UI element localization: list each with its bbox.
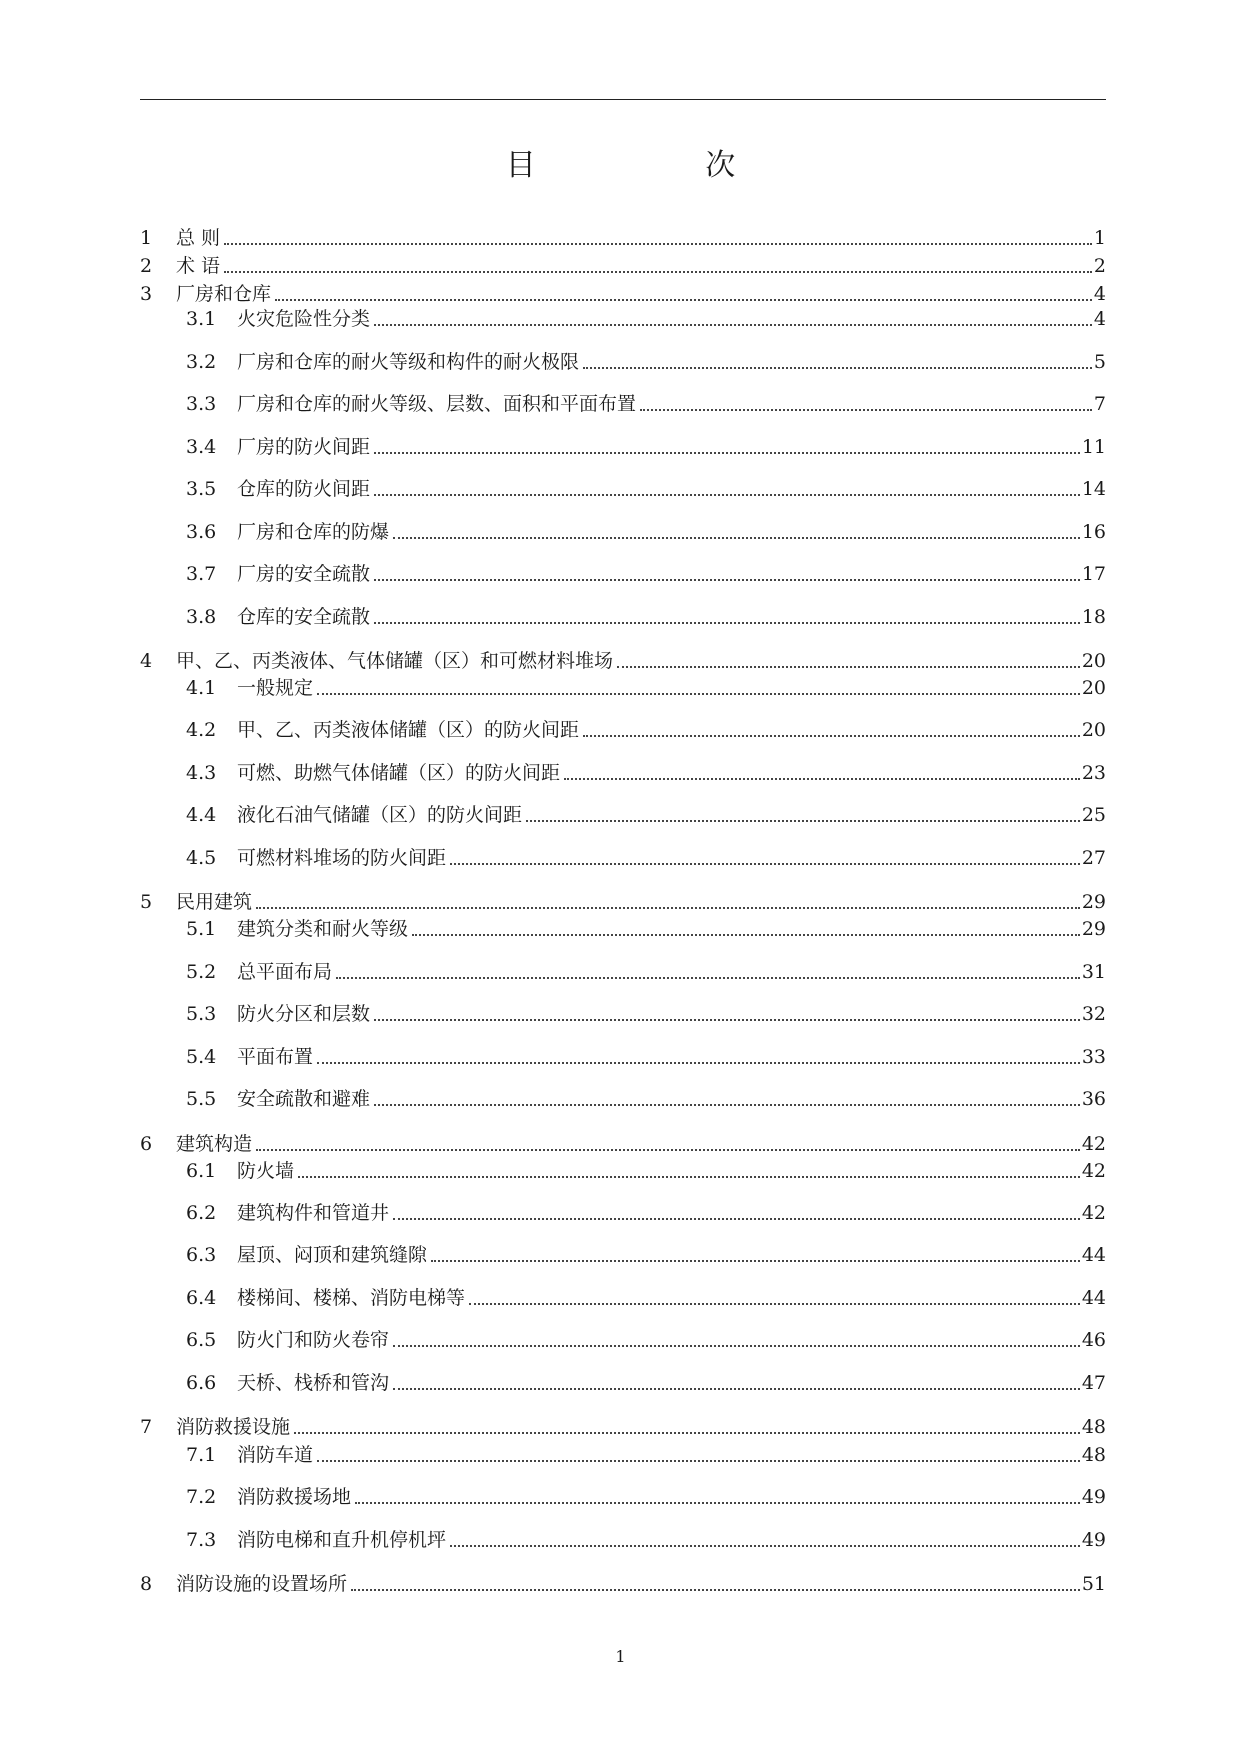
toc-entry-number: 7.2	[186, 1486, 217, 1508]
toc-entry[interactable]	[140, 915, 1106, 943]
toc-entry-title: 火灾危险性分类	[237, 308, 371, 330]
toc-entry-page: 42	[1081, 1133, 1106, 1155]
toc-entry-page: 20	[1081, 677, 1106, 699]
dot-leader	[526, 820, 1080, 822]
toc-entry-page: 27	[1081, 847, 1106, 869]
dot-leader	[355, 1502, 1080, 1504]
toc-entry[interactable]	[140, 1441, 1106, 1469]
toc-entry-number: 6.4	[186, 1287, 217, 1309]
toc-entry-title: 总 则	[176, 227, 221, 249]
toc-entry[interactable]	[140, 844, 1106, 872]
toc-entry-page: 44	[1081, 1244, 1106, 1266]
dot-leader	[224, 271, 1092, 273]
dot-leader	[256, 1149, 1080, 1151]
toc-entry-title: 仓库的防火间距	[237, 478, 371, 500]
dot-leader	[351, 1589, 1080, 1591]
toc-entry-number: 5.1	[186, 918, 217, 940]
toc-entry-page: 11	[1081, 436, 1106, 458]
toc-entry-page: 47	[1081, 1372, 1106, 1394]
toc-entry-page: 25	[1081, 804, 1106, 826]
dot-leader	[224, 243, 1092, 245]
toc-entry-number: 5.3	[186, 1003, 217, 1025]
toc-entry[interactable]	[140, 224, 1106, 252]
toc-entry-title: 防火门和防火卷帘	[237, 1329, 390, 1351]
toc-entry-title: 一般规定	[237, 677, 314, 699]
toc-entry[interactable]	[140, 1570, 1106, 1598]
toc-entry[interactable]	[140, 252, 1106, 280]
dot-leader	[374, 324, 1092, 326]
toc-entry[interactable]	[140, 759, 1106, 787]
toc-entry-page: 48	[1081, 1416, 1106, 1438]
toc-entry-page: 20	[1081, 650, 1106, 672]
toc-entry-number: 3.8	[186, 606, 217, 628]
toc-entry-number: 3	[140, 283, 153, 305]
toc-entry-title: 仓库的安全疏散	[237, 606, 371, 628]
toc-entry-number: 3.2	[186, 351, 217, 373]
toc-entry[interactable]	[140, 1413, 1106, 1441]
toc-entry-number: 6.6	[186, 1372, 217, 1394]
toc-entry-page: 32	[1081, 1003, 1106, 1025]
toc-entry-number: 4.3	[186, 762, 217, 784]
toc-entry[interactable]	[140, 1526, 1106, 1554]
dot-leader	[374, 452, 1080, 454]
toc-entry-title: 总平面布局	[237, 961, 333, 983]
toc-entry[interactable]	[140, 1130, 1106, 1158]
toc-entry-title: 防火墙	[237, 1160, 295, 1182]
dot-leader	[317, 1460, 1080, 1462]
toc-entry-number: 1	[140, 227, 153, 249]
toc-entry-title: 消防车道	[237, 1444, 314, 1466]
toc-entry-number: 4.1	[186, 677, 217, 699]
dot-leader	[294, 1432, 1080, 1434]
dot-leader	[374, 622, 1080, 624]
dot-leader	[393, 1218, 1080, 1220]
toc-entry-number: 5.2	[186, 961, 217, 983]
dot-leader	[583, 367, 1092, 369]
toc-entry-title: 天桥、栈桥和管沟	[237, 1372, 390, 1394]
toc-entry-number: 2	[140, 255, 153, 277]
toc-entry-number: 3.7	[186, 563, 217, 585]
toc-entry[interactable]	[140, 888, 1106, 916]
toc-entry[interactable]	[140, 390, 1106, 418]
toc-entry-title: 建筑构件和管道井	[237, 1202, 390, 1224]
dot-leader	[374, 1104, 1080, 1106]
toc-entry-page: 16	[1081, 521, 1106, 543]
dot-leader	[412, 934, 1080, 936]
toc-entry-page: 51	[1081, 1573, 1106, 1595]
toc-entry[interactable]	[140, 1369, 1106, 1397]
toc-entry-number: 5.4	[186, 1046, 217, 1068]
toc-entry[interactable]	[140, 560, 1106, 588]
toc-entry[interactable]	[140, 801, 1106, 829]
toc-entry-title: 厂房和仓库	[176, 283, 272, 305]
toc-entry[interactable]	[140, 1043, 1106, 1071]
toc-entry[interactable]	[140, 1284, 1106, 1312]
toc-entry-page: 49	[1081, 1486, 1106, 1508]
toc-entry-page: 4	[1093, 283, 1106, 305]
dot-leader	[393, 537, 1080, 539]
toc-entry-title: 消防救援设施	[176, 1416, 291, 1438]
toc-entry-title: 消防电梯和直升机停机坪	[237, 1529, 447, 1551]
toc-entry-page: 14	[1081, 478, 1106, 500]
toc-entry-number: 7.1	[186, 1444, 217, 1466]
toc-entry-number: 5	[140, 891, 153, 913]
toc-entry-title: 屋顶、闷顶和建筑缝隙	[237, 1244, 428, 1266]
toc-entry-title: 可燃、助燃气体储罐（区）的防火间距	[237, 762, 561, 784]
toc-entry-number: 6	[140, 1133, 153, 1155]
toc-entry-title: 民用建筑	[176, 891, 253, 913]
toc-entry[interactable]	[140, 305, 1106, 333]
toc-entry-number: 3.5	[186, 478, 217, 500]
toc-entry-page: 5	[1093, 351, 1106, 373]
toc-entry-page: 1	[1093, 227, 1106, 249]
dot-leader	[393, 1388, 1080, 1390]
dot-leader	[374, 1019, 1080, 1021]
toc-entry-title: 可燃材料堆场的防火间距	[237, 847, 447, 869]
dot-leader	[469, 1303, 1080, 1305]
toc-entry-title: 安全疏散和避难	[237, 1088, 371, 1110]
toc-entry-page: 42	[1081, 1202, 1106, 1224]
toc-entry[interactable]	[140, 475, 1106, 503]
toc-entry-number: 6.1	[186, 1160, 217, 1182]
toc-entry-page: 23	[1081, 762, 1106, 784]
toc-entry-page: 49	[1081, 1529, 1106, 1551]
toc-entry[interactable]	[140, 1157, 1106, 1185]
toc-entry-page: 42	[1081, 1160, 1106, 1182]
toc-entry-title: 消防设施的设置场所	[176, 1573, 348, 1595]
dot-leader	[640, 409, 1092, 411]
toc-entry-title: 平面布置	[237, 1046, 314, 1068]
dot-leader	[583, 735, 1080, 737]
dot-leader	[298, 1176, 1080, 1178]
toc-entry-page: 29	[1081, 891, 1106, 913]
toc-entry-title: 消防救援场地	[237, 1486, 352, 1508]
toc-entry-number: 3.4	[186, 436, 217, 458]
toc-entry-title: 厂房和仓库的防爆	[237, 521, 390, 543]
toc-entry-number: 3.1	[186, 308, 217, 330]
toc-entry-page: 31	[1081, 961, 1106, 983]
page-number: 1	[615, 1647, 626, 1666]
toc-entry-title: 厂房和仓库的耐火等级、层数、面积和平面布置	[237, 393, 637, 415]
toc-entry[interactable]	[140, 433, 1106, 461]
toc-entry-page: 36	[1081, 1088, 1106, 1110]
dot-leader	[256, 907, 1080, 909]
toc-entry[interactable]	[140, 518, 1106, 546]
toc-entry[interactable]	[140, 647, 1106, 675]
toc-entry-title: 术 语	[176, 255, 221, 277]
dot-leader	[317, 1062, 1080, 1064]
dot-leader	[374, 494, 1080, 496]
toc-entry-number: 8	[140, 1573, 153, 1595]
toc-entry[interactable]	[140, 1483, 1106, 1511]
toc-entry-title: 建筑分类和耐火等级	[237, 918, 409, 940]
toc-entry-title: 甲、乙、丙类液体、气体储罐（区）和可燃材料堆场	[176, 650, 614, 672]
dot-leader	[450, 863, 1080, 865]
toc-entry-page: 29	[1081, 918, 1106, 940]
toc-entry[interactable]	[140, 1326, 1106, 1354]
toc-entry[interactable]	[140, 674, 1106, 702]
toc-entry-number: 3.6	[186, 521, 217, 543]
toc-entry-title: 厂房的安全疏散	[237, 563, 371, 585]
toc-entry-title: 甲、乙、丙类液体储罐（区）的防火间距	[237, 719, 580, 741]
dot-leader	[393, 1345, 1080, 1347]
toc-entry[interactable]	[140, 1199, 1106, 1227]
toc-entry-number: 7	[140, 1416, 153, 1438]
toc-entry-page: 48	[1081, 1444, 1106, 1466]
toc-entry-number: 4	[140, 650, 153, 672]
toc-entry-number: 6.2	[186, 1202, 217, 1224]
dot-leader	[275, 299, 1092, 301]
dot-leader	[450, 1545, 1080, 1547]
toc-entry[interactable]	[140, 603, 1106, 631]
toc-entry-page: 44	[1081, 1287, 1106, 1309]
toc-entry-title: 建筑构造	[176, 1133, 253, 1155]
toc-entry-number: 6.3	[186, 1244, 217, 1266]
toc-entry-page: 20	[1081, 719, 1106, 741]
toc-entry-page: 17	[1081, 563, 1106, 585]
dot-leader	[317, 693, 1080, 695]
toc-entry[interactable]	[140, 280, 1106, 308]
toc-entry-title: 液化石油气储罐（区）的防火间距	[237, 804, 523, 826]
dot-leader	[336, 977, 1080, 979]
dot-leader	[374, 579, 1080, 581]
toc-entry-title: 厂房和仓库的耐火等级和构件的耐火极限	[237, 351, 580, 373]
toc-entry-number: 4.2	[186, 719, 217, 741]
dot-leader	[431, 1260, 1080, 1262]
toc-entry-page: 33	[1081, 1046, 1106, 1068]
toc-entry-title: 防火分区和层数	[237, 1003, 371, 1025]
toc-entry[interactable]	[140, 1000, 1106, 1028]
toc-entry-title: 厂房的防火间距	[237, 436, 371, 458]
table-of-contents	[140, 0, 1106, 1700]
toc-entry-number: 6.5	[186, 1329, 217, 1351]
toc-entry[interactable]	[140, 716, 1106, 744]
dot-leader	[617, 666, 1080, 668]
toc-heading: 目 次	[505, 148, 816, 183]
toc-entry-number: 4.4	[186, 804, 217, 826]
toc-entry-number: 5.5	[186, 1088, 217, 1110]
toc-entry-page: 46	[1081, 1329, 1106, 1351]
toc-entry-number: 3.3	[186, 393, 217, 415]
toc-entry[interactable]	[140, 1241, 1106, 1269]
toc-entry-number: 7.3	[186, 1529, 217, 1551]
toc-entry[interactable]	[140, 348, 1106, 376]
toc-entry-number: 4.5	[186, 847, 217, 869]
toc-entry-page: 18	[1081, 606, 1106, 628]
toc-entry-page: 4	[1093, 308, 1106, 330]
toc-entry-page: 2	[1093, 255, 1106, 277]
toc-entry[interactable]	[140, 1085, 1106, 1113]
toc-entry-title: 楼梯间、楼梯、消防电梯等	[237, 1287, 466, 1309]
toc-entry-page: 7	[1093, 393, 1106, 415]
dot-leader	[564, 778, 1080, 780]
toc-entry[interactable]	[140, 958, 1106, 986]
